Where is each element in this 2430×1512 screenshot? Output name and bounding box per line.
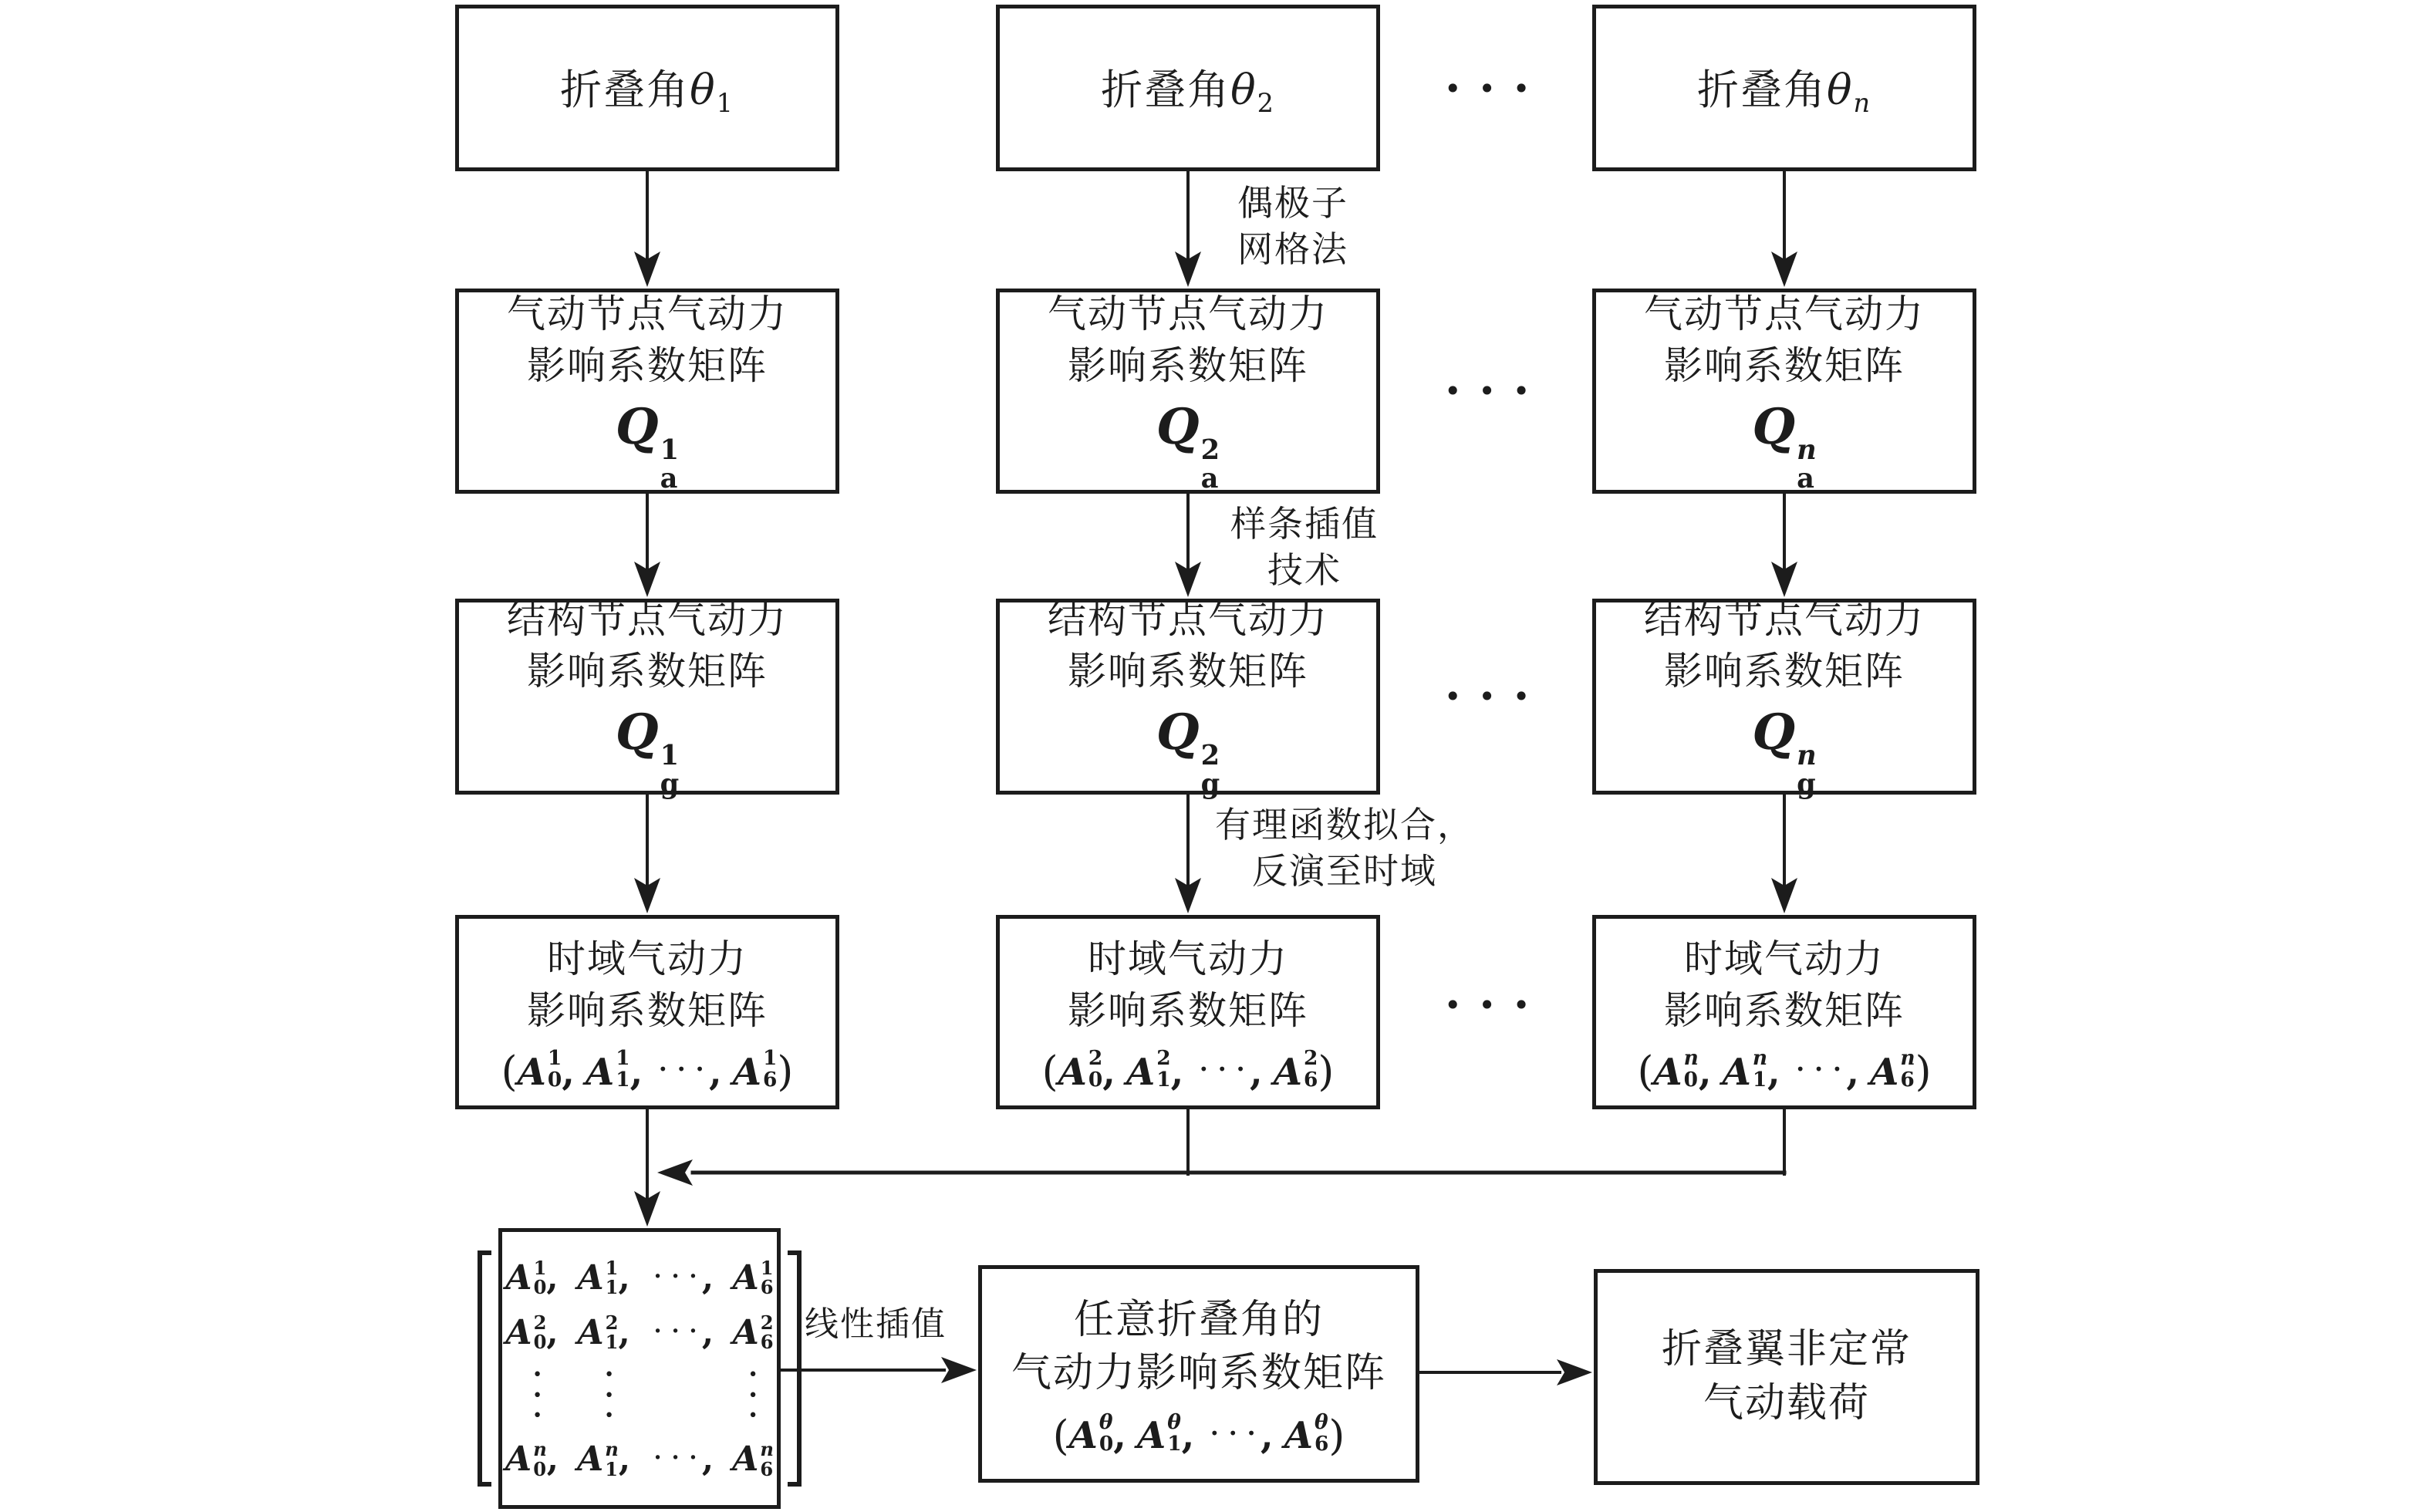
open-paren: ( (1041, 1047, 1058, 1096)
q-matrix-symbol (1156, 398, 1220, 494)
box-line-2: 影响系数矩阵 (527, 649, 768, 694)
box-line-2: 影响系数矩阵 (1068, 988, 1308, 1034)
a-sub: 6 (1303, 1068, 1318, 1092)
dot: • (1478, 988, 1496, 1022)
dipole-lattice-method-label (1208, 181, 1378, 273)
dot: • (653, 1450, 663, 1467)
a-sup: θ (1167, 1409, 1181, 1434)
arbitrary-angle-aic-box (978, 1265, 1419, 1483)
q-base: Q (1156, 398, 1200, 457)
a-sub: 6 (760, 1331, 774, 1354)
column-ellipsis-row1 (1444, 72, 1531, 106)
a-sub: 1 (605, 1276, 619, 1299)
a-base: A (577, 1439, 604, 1480)
dot: • (653, 1269, 663, 1286)
aero-node-aic-box-2 (996, 289, 1380, 494)
dot: • (1795, 1059, 1805, 1078)
dot: • (748, 1406, 758, 1426)
linear-interpolation-label (779, 1302, 972, 1346)
a-sub: 6 (1900, 1068, 1915, 1092)
comma: , (1698, 1050, 1712, 1094)
fold-angle-box-3 (1592, 5, 1976, 171)
struct-node-aic-box-3 (1592, 597, 1976, 800)
comma: , (1767, 1050, 1780, 1094)
a-base: A (1284, 1414, 1313, 1458)
comma: , (701, 1439, 714, 1480)
box-line-1: 结构节点气动力 (507, 597, 788, 643)
box-line-2: 气动力影响系数矩阵 (1011, 1350, 1386, 1397)
bracketed-matrix (478, 1250, 802, 1487)
comma: , (701, 1257, 714, 1298)
close-paren: ) (1328, 1411, 1345, 1460)
a-matrix-tuple-theta (1052, 1409, 1345, 1460)
a-sup: n (1752, 1046, 1768, 1071)
time-domain-aic-box-2 (996, 915, 1380, 1109)
box-line-1: 时域气动力 (1684, 937, 1885, 982)
a-sub: 6 (760, 1276, 774, 1299)
close-paren: ) (777, 1047, 794, 1096)
a-sub: 1 (605, 1457, 619, 1480)
label-line-1: 线性插值 (805, 1304, 947, 1344)
a-sub: 0 (1099, 1431, 1114, 1456)
box-line-1: 时域气动力 (1088, 937, 1288, 982)
ellipsis-dots (653, 1452, 697, 1466)
dot: • (1832, 1059, 1842, 1078)
a-sup: 1 (547, 1046, 562, 1071)
box-line-2: 影响系数矩阵 (1068, 343, 1308, 389)
dot: • (1512, 988, 1531, 1022)
vertical-ellipsis (604, 1365, 615, 1426)
close-paren: ) (1318, 1047, 1335, 1096)
aero-node-aic-box-1 (455, 289, 839, 494)
a-matrix-tuple (1637, 1046, 1932, 1096)
comma: , (562, 1050, 575, 1094)
a-base: A (505, 1439, 532, 1480)
ellipsis-dots (658, 1061, 704, 1077)
struct-node-aic-box-1 (455, 597, 839, 800)
q-sup: 1 (660, 434, 680, 466)
box-line-1: 结构节点气动力 (1644, 597, 1925, 643)
box-line-1: 任意折叠角的 (1073, 1296, 1324, 1343)
dot: • (1814, 1059, 1824, 1078)
dot: • (1444, 72, 1462, 106)
a-sub: 0 (547, 1068, 562, 1092)
a-base: A (1058, 1050, 1087, 1094)
label-line-2: 反演至时域 (1252, 849, 1437, 892)
comma: , (1113, 1414, 1126, 1458)
a-base: A (732, 1312, 759, 1352)
column-ellipsis-row2 (1444, 376, 1530, 406)
dot: • (688, 1269, 697, 1286)
box-line-1: 气动节点气动力 (1644, 292, 1925, 337)
label-line-2: 技术 (1267, 548, 1342, 591)
q-sub: g (1797, 768, 1816, 800)
a-base: A (1126, 1050, 1156, 1094)
dot: • (1512, 680, 1531, 714)
time-domain-aic-box-3 (1592, 915, 1976, 1109)
label-line-1: 有理函数拟合， (1215, 804, 1474, 845)
box-line-1: 结构节点气动力 (1048, 597, 1328, 643)
q-matrix-symbol (1752, 704, 1817, 800)
fold-angle-box-2 (996, 5, 1380, 171)
dot: • (1512, 72, 1531, 106)
q-sup: 1 (660, 739, 680, 771)
comma: , (618, 1312, 630, 1352)
a-matrix-tuple (501, 1046, 794, 1096)
a-sub: 0 (533, 1331, 547, 1354)
dot: • (1199, 1059, 1209, 1078)
a-sup: 2 (760, 1311, 774, 1334)
dot: • (532, 1406, 543, 1426)
comma: , (1261, 1414, 1274, 1458)
dot: • (1236, 1059, 1245, 1078)
q-matrix-symbol (1156, 704, 1220, 800)
a-sup: θ (1099, 1409, 1113, 1434)
box-line-2: 影响系数矩阵 (1664, 988, 1905, 1034)
dot: • (1217, 1059, 1227, 1078)
right-bracket (788, 1250, 802, 1487)
fold-angle-title-3 (1697, 57, 1871, 118)
dot: • (748, 1385, 758, 1406)
a-sub: 1 (616, 1068, 630, 1092)
merge-left-arrowhead (657, 1159, 693, 1186)
a-sup: 1 (616, 1046, 630, 1071)
comma: , (629, 1050, 643, 1094)
q-sub: g (660, 768, 680, 800)
a-base: A (1870, 1050, 1899, 1094)
a-sup: 2 (605, 1311, 619, 1334)
comma: , (1102, 1050, 1115, 1094)
q-matrix-symbol (1752, 398, 1817, 494)
comma: , (701, 1312, 714, 1352)
a-base: A (585, 1050, 615, 1094)
fold-angle-title-1 (560, 57, 734, 118)
a-sup: 1 (533, 1256, 547, 1279)
theta-index: 2 (1257, 88, 1275, 119)
q-sup: n (1797, 434, 1817, 466)
a-sup: 2 (533, 1311, 547, 1334)
fold-angle-title-2 (1101, 57, 1275, 118)
ellipsis-dots (1210, 1423, 1256, 1443)
a-sup: 2 (1088, 1046, 1103, 1071)
vertical-ellipsis (532, 1365, 543, 1426)
a-base: A (517, 1050, 546, 1094)
struct-node-aic-box-2 (996, 597, 1380, 800)
q-matrix-symbol (615, 704, 680, 800)
a-base: A (577, 1312, 604, 1352)
theta-index: n (1853, 88, 1872, 119)
ellipsis-dots (653, 1271, 697, 1284)
aic-matrix-collection-box (498, 1228, 781, 1509)
theta-symbol: θ (690, 66, 717, 115)
label-line-1: 样条插值 (1230, 503, 1379, 545)
a-sup: 2 (1156, 1046, 1171, 1071)
open-paren: ( (1052, 1411, 1069, 1460)
dot: • (604, 1385, 615, 1406)
q-sup: n (1797, 739, 1817, 771)
comma: , (546, 1257, 559, 1298)
comma: , (1250, 1050, 1263, 1094)
dot: • (1210, 1423, 1220, 1443)
a-sup: 1 (760, 1256, 774, 1279)
comma: , (1181, 1414, 1195, 1458)
a-sub: 1 (1752, 1068, 1767, 1092)
fold-angle-text: 折叠角 (1696, 66, 1827, 115)
a-matrix-tuple (1041, 1046, 1335, 1096)
dot: • (1444, 374, 1462, 408)
dot: • (671, 1324, 680, 1341)
a-base: A (505, 1257, 532, 1298)
dot: • (653, 1324, 663, 1341)
a-sub: 6 (1314, 1431, 1329, 1456)
a-base: A (732, 1439, 759, 1480)
a-base: A (1653, 1050, 1682, 1094)
comma: , (1846, 1050, 1860, 1094)
q-base: Q (615, 398, 659, 457)
vertical-ellipsis (748, 1365, 758, 1426)
a-sup: n (760, 1438, 774, 1461)
comma: , (709, 1050, 722, 1094)
open-paren: ( (501, 1047, 518, 1096)
ellipsis-dots (653, 1325, 697, 1339)
q-sub: g (1200, 768, 1220, 800)
q-base: Q (615, 704, 659, 762)
rational-fit-label (1202, 802, 1487, 895)
a-sup: 1 (762, 1046, 778, 1071)
a-sub: 1 (1156, 1068, 1171, 1092)
theta-symbol: θ (1230, 66, 1257, 115)
dot: • (695, 1059, 704, 1078)
dot: • (671, 1450, 680, 1467)
a-sub: 0 (1088, 1068, 1103, 1092)
dot: • (1512, 374, 1531, 408)
box-line-1: 气动节点气动力 (1048, 292, 1328, 337)
dot: • (1478, 680, 1496, 714)
box-line-2: 影响系数矩阵 (527, 988, 768, 1034)
q-matrix-symbol (615, 398, 680, 494)
open-paren: ( (1637, 1047, 1654, 1096)
theta-index: 1 (716, 88, 734, 119)
a-sup: n (1900, 1046, 1915, 1071)
dot: • (1228, 1423, 1238, 1443)
q-sub: a (1797, 462, 1814, 494)
box-line-2: 影响系数矩阵 (1068, 649, 1308, 694)
column-ellipsis-row4 (1444, 988, 1531, 1022)
dot: • (688, 1450, 697, 1467)
a-sub: 0 (533, 1276, 547, 1299)
dot: • (532, 1385, 543, 1406)
box-line-1: 气动节点气动力 (507, 292, 788, 337)
close-paren: ) (1915, 1047, 1932, 1096)
q-base: Q (1752, 704, 1796, 762)
dot: • (1444, 988, 1462, 1022)
a-base: A (577, 1257, 604, 1298)
time-domain-aic-box-1 (455, 915, 839, 1109)
spline-interpolation-label (1208, 501, 1401, 594)
a-base: A (1273, 1050, 1302, 1094)
fold-angle-text: 折叠角 (1101, 66, 1231, 115)
box-line-2: 影响系数矩阵 (527, 343, 768, 389)
dot: • (1444, 680, 1462, 714)
a-sup: n (1683, 1046, 1699, 1071)
a-sub: 0 (1683, 1068, 1699, 1092)
fold-angle-box-1 (455, 5, 839, 171)
box-line-2: 影响系数矩阵 (1664, 343, 1905, 389)
dot: • (688, 1324, 697, 1341)
comma: , (546, 1439, 559, 1480)
box-line-1: 时域气动力 (547, 937, 748, 982)
a-sup: 2 (1303, 1046, 1318, 1071)
box-line-2: 影响系数矩阵 (1664, 649, 1905, 694)
a-base: A (505, 1312, 532, 1352)
box-line-1: 折叠翼非定常 (1661, 1326, 1912, 1373)
comma: , (618, 1257, 630, 1298)
dot: • (532, 1365, 543, 1385)
matrix-grid (501, 1250, 778, 1487)
a-base: A (1722, 1050, 1751, 1094)
q-sub: a (660, 462, 678, 494)
left-bracket (478, 1250, 491, 1487)
a-sup: θ (1314, 1409, 1328, 1434)
dot: • (677, 1059, 687, 1078)
a-sub: 6 (762, 1068, 778, 1092)
a-base: A (732, 1257, 759, 1298)
comma: , (1170, 1050, 1184, 1094)
a-base: A (732, 1050, 761, 1094)
unsteady-load-box (1594, 1269, 1979, 1485)
q-sup: 2 (1200, 739, 1220, 771)
dot: • (671, 1269, 680, 1286)
a-sub: 0 (533, 1457, 547, 1480)
q-sup: 2 (1200, 434, 1220, 466)
dot: • (604, 1365, 615, 1385)
dot: • (658, 1059, 668, 1078)
a-sub: 1 (1167, 1431, 1182, 1456)
q-base: Q (1752, 398, 1796, 457)
q-base: Q (1156, 704, 1200, 762)
a-sub: 6 (760, 1457, 774, 1480)
dot: • (1478, 72, 1496, 106)
comma: , (618, 1439, 631, 1480)
a-sub: 1 (605, 1331, 619, 1354)
dot: • (748, 1365, 758, 1385)
q-sub: a (1200, 462, 1219, 494)
ellipsis-dots (1796, 1061, 1842, 1077)
dot: • (1478, 374, 1496, 408)
label-line-2: 网格法 (1237, 228, 1348, 270)
box-line-2: 气动载荷 (1703, 1380, 1870, 1426)
a-sup: n (533, 1438, 547, 1461)
ellipsis-dots (1199, 1061, 1245, 1077)
label-line-1: 偶极子 (1237, 182, 1348, 224)
a-base: A (1136, 1414, 1166, 1458)
aero-node-aic-box-3 (1592, 289, 1976, 494)
a-base: A (1068, 1414, 1098, 1458)
a-sup: n (605, 1438, 619, 1461)
comma: , (546, 1312, 559, 1352)
fold-angle-text: 折叠角 (560, 66, 690, 115)
dot: • (604, 1406, 615, 1426)
dot: • (1247, 1423, 1256, 1443)
a-sup: 1 (605, 1256, 619, 1279)
column-ellipsis-row3 (1444, 680, 1531, 714)
theta-symbol: θ (1826, 66, 1854, 115)
